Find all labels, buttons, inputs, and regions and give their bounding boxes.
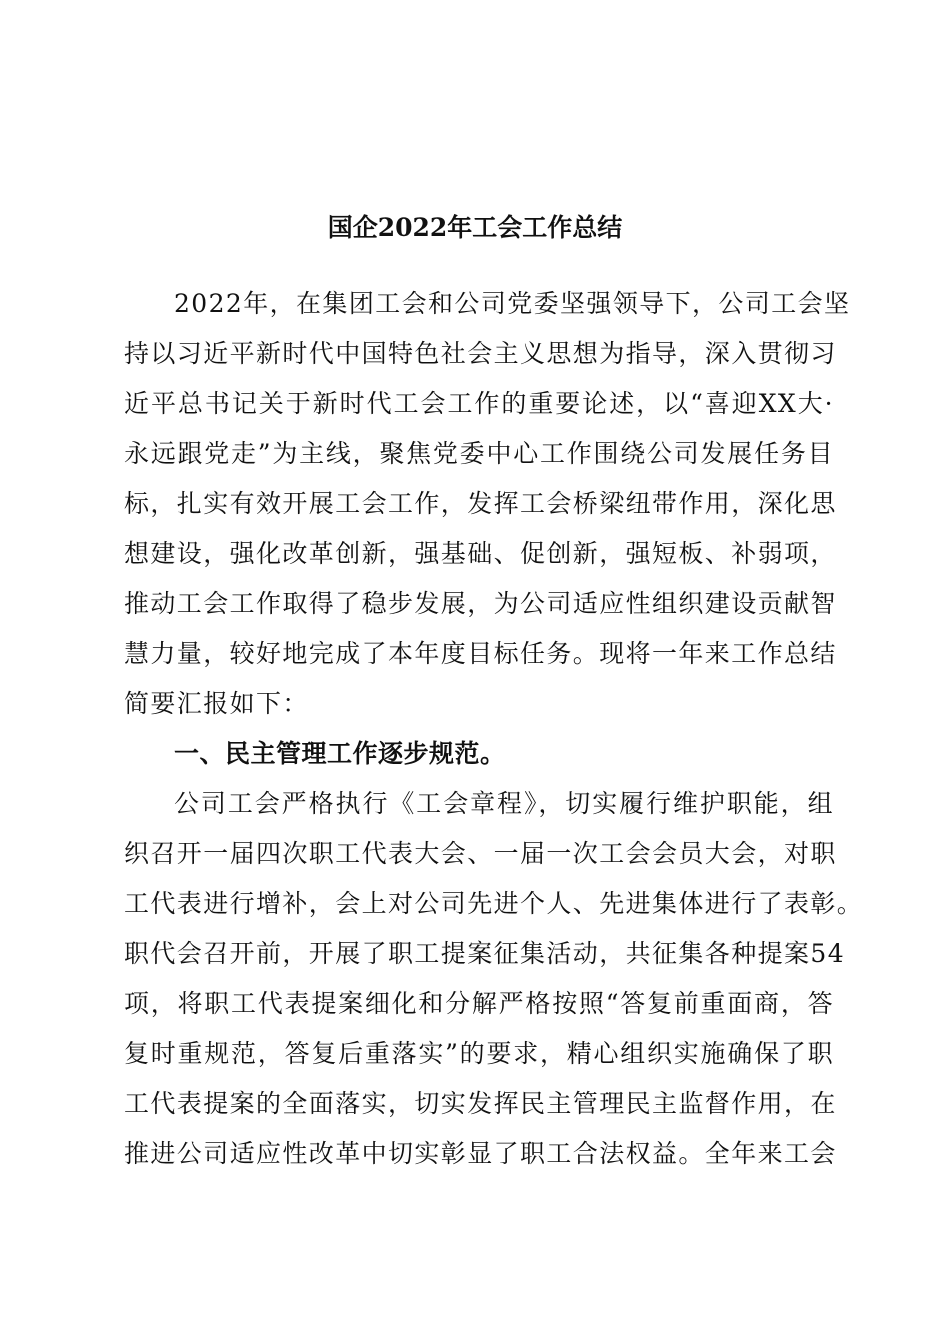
paragraph-line: 慧力量，较好地完成了本年度目标任务。现将一年来工作总结	[124, 639, 837, 668]
paragraph-line: 想建设，强化改革创新，强基础、促创新，强短板、补弱项，	[124, 539, 837, 568]
paragraph-line: 职代会召开前，开展了职工提案征集活动，共征集各种提案54	[124, 939, 846, 968]
paragraph-line: 项，将职工代表提案细化和分解严格按照“答复前重面商，答	[124, 989, 834, 1018]
paragraph-line: 复时重规范，答复后重落实”的要求，精心组织实施确保了职	[124, 1039, 834, 1068]
paragraph-line: 简要汇报如下：	[124, 689, 309, 718]
paragraph-line: 2022年，在集团工会和公司党委坚强领导下，公司工会坚	[174, 289, 851, 318]
document-body	[124, 282, 864, 1182]
paragraph-line: 永远跟党走”为主线，聚焦党委中心工作围绕公司发展任务目	[124, 439, 834, 468]
paragraph-line: 持以习近平新时代中国特色社会主义思想为指导，深入贯彻习	[124, 339, 837, 368]
paragraph-line: 推动工会工作取得了稳步发展，为公司适应性组织建设贡献智	[124, 589, 837, 618]
section-heading: 一、民主管理工作逐步规范。	[174, 739, 506, 768]
paragraph-line: 织召开一届四次职工代表大会、一届一次工会会员大会，对职	[124, 839, 837, 868]
paragraph-line: 公司工会严格执行《工会章程》，切实履行维护职能，组	[174, 789, 834, 818]
paragraph-line: 推进公司适应性改革中切实彰显了职工合法权益。全年来工会	[124, 1139, 837, 1168]
paragraph-line: 标，扎实有效开展工会工作，发挥工会桥梁纽带作用，深化思	[124, 489, 837, 518]
document-title: 国企2022年工会工作总结	[327, 213, 623, 242]
paragraph-line: 工代表提案的全面落实，切实发挥民主管理民主监督作用，在	[124, 1089, 837, 1118]
paragraph-line: 近平总书记关于新时代工会工作的重要论述，以“喜迎XX大·	[124, 389, 834, 418]
paragraph-line: 工代表进行增补，会上对公司先进个人、先进集体进行了表彰。	[124, 889, 864, 918]
